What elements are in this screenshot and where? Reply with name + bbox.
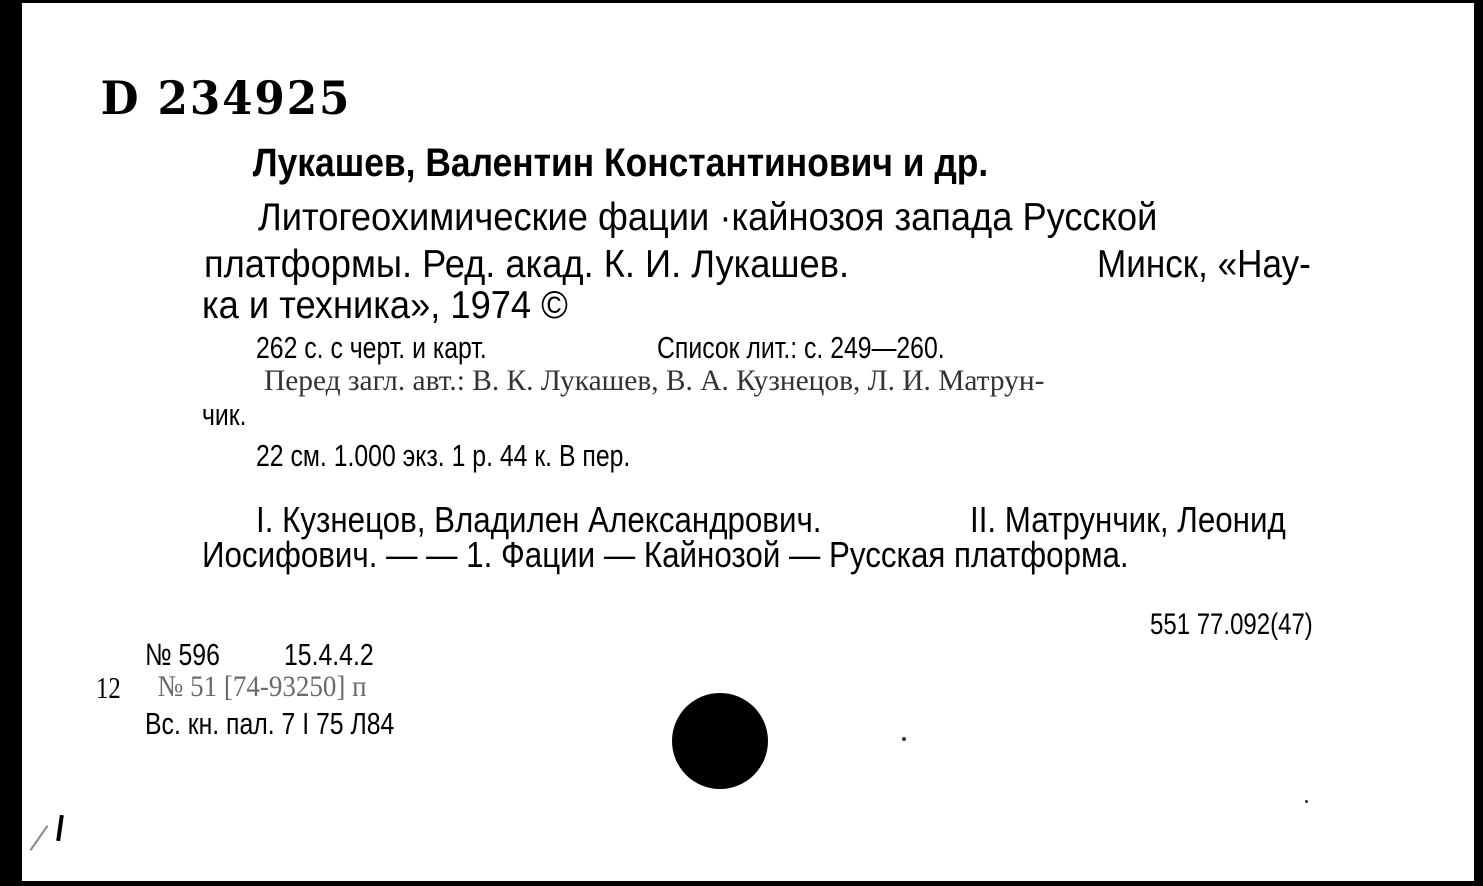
catalog-card bbox=[22, 3, 1474, 881]
added-entry-1: I. Кузнецов, Владилен Александрович. bbox=[256, 499, 822, 540]
authors-note-line-2: чик. bbox=[202, 397, 247, 432]
punch-hole bbox=[672, 693, 768, 789]
ink-speck bbox=[902, 737, 906, 741]
authors-note-line-1: Перед загл. авт.: В. К. Лукашев, В. А. Кузнецов, Л. И. Матрун- bbox=[263, 364, 1045, 397]
pages-description: 262 с. с черт. и карт. bbox=[256, 330, 487, 365]
size-price-note: 22 см. 1.000 экз. 1 р. 44 к. В пер. bbox=[256, 438, 631, 473]
bibliography-note: Список лит.: с. 249—260. bbox=[657, 330, 945, 365]
publisher-code: Вс. кн. пал. 7 I 75 Л84 bbox=[145, 706, 395, 741]
pencil-mark bbox=[56, 815, 64, 841]
author-heading: Лукашев, Валентин Константинович и др. bbox=[252, 141, 989, 185]
copies-count: 12 bbox=[96, 670, 121, 705]
added-entries-line-2: Иосифович. — — 1. Фации — Кайнозой — Русская платформа. bbox=[202, 534, 1129, 575]
title-line-2-part-2: Минск, «Нау- bbox=[1097, 243, 1311, 286]
entry-code: 15.4.4.2 bbox=[284, 637, 374, 672]
entry-number: № 596 bbox=[145, 637, 220, 672]
title-line-3: ка и техника», 1974 © bbox=[202, 284, 568, 327]
udc-code: 551 77.092(47) bbox=[1150, 608, 1313, 641]
faint-registration-number: № 51 [74-93250] п bbox=[157, 670, 367, 703]
ink-speck bbox=[1305, 800, 1308, 803]
added-entry-2: II. Матрунчик, Леонид bbox=[970, 499, 1286, 540]
title-line-1: Литогеохимические фации ·кайнозоя запада Русской bbox=[258, 196, 1158, 239]
call-number: D 234925 bbox=[100, 71, 352, 125]
pencil-mark bbox=[30, 825, 49, 851]
title-line-2-part-1: платформы. Ред. акад. К. И. Лукашев. bbox=[204, 243, 850, 286]
